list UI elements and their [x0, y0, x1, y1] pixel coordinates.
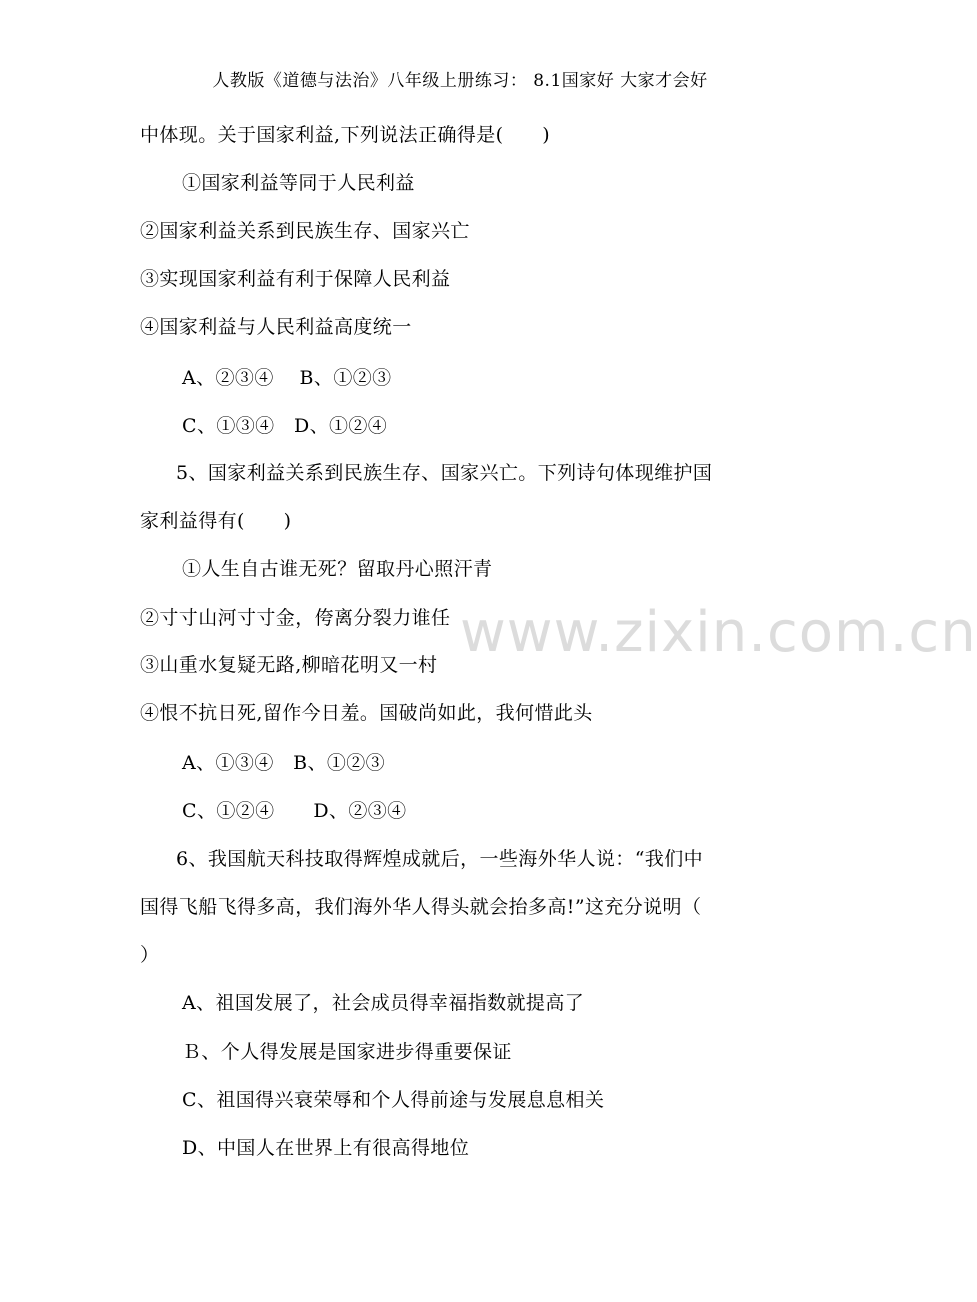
q5-statement-3: ③山重水复疑无路,柳暗花明又一村 — [140, 654, 438, 676]
q4-statement-3: ③实现国家利益有利于保障人民利益 — [140, 268, 451, 290]
q4-statement-2: ②国家利益关系到民族生存、国家兴亡 — [140, 220, 470, 242]
q4-options-cd: C、①③④ D、①②④ — [182, 415, 388, 437]
q5-statement-1: ①人生自古谁无死？留取丹心照汗青 — [182, 558, 493, 580]
q4-options-ab: A、②③④ B、①②③ — [182, 367, 392, 389]
q5-options-ab: A、①③④ B、①②③ — [182, 752, 386, 774]
watermark: www.zixin.com.cn — [460, 600, 977, 665]
page-header: 人教版《道德与法治》八年级上册练习： 8.1国家好 大家才会好 — [212, 71, 708, 91]
question-6-stem-cont: 国得飞船飞得多高，我们海外华人得头就会抬多高!”这充分说明（ — [140, 896, 702, 918]
q6-option-d: D、中国人在世界上有很高得地位 — [182, 1137, 470, 1159]
q6-option-b: Ｂ、个人得发展是国家进步得重要保证 — [182, 1041, 512, 1063]
question-6-stem: 6、我国航天科技取得辉煌成就后，一些海外华人说：“我们中 — [176, 848, 704, 870]
q4-statement-1: ①国家利益等同于人民利益 — [182, 172, 415, 194]
q6-option-c: C、祖国得兴衰荣辱和个人得前途与发展息息相关 — [182, 1089, 605, 1111]
q6-option-a: A、祖国发展了，社会成员得幸福指数就提高了 — [182, 992, 585, 1014]
question-6-stem-end: ） — [140, 944, 160, 966]
question-5-stem: 5、国家利益关系到民族生存、国家兴亡。下列诗句体现维护国 — [176, 462, 713, 484]
question-4-stem-end: 中体现。关于国家利益,下列说法正确得是( ) — [140, 124, 551, 146]
q5-statement-4: ④恨不抗日死,留作今日羞。国破尚如此，我何惜此头 — [140, 702, 593, 724]
q5-statement-2: ②寸寸山河寸寸金，侉离分裂力谁任 — [140, 607, 451, 629]
q5-options-cd: C、①②④ D、②③④ — [182, 800, 407, 822]
question-5-stem-cont: 家利益得有( ) — [140, 510, 292, 532]
q4-statement-4: ④国家利益与人民利益高度统一 — [140, 316, 412, 338]
